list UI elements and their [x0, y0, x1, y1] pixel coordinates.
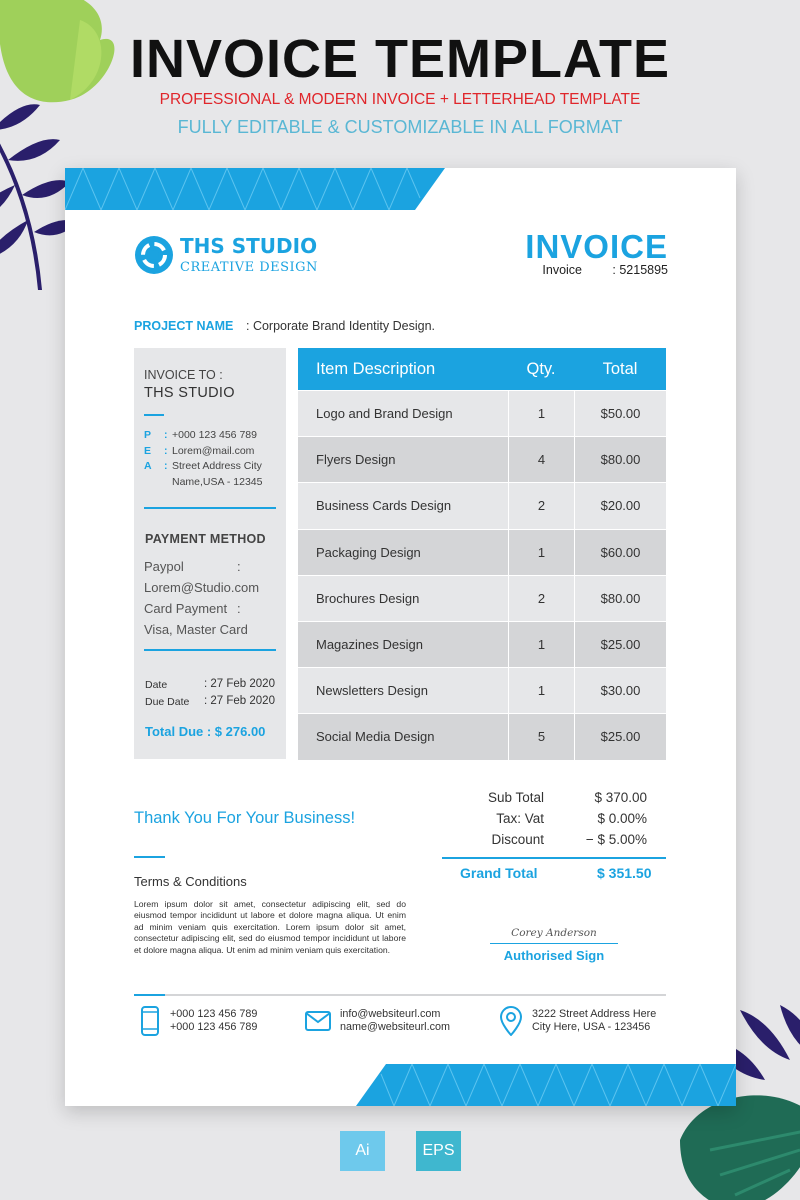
item-total: $50.00: [574, 391, 666, 436]
footer-phone-2: +000 123 456 789: [170, 1020, 258, 1033]
divider: [144, 649, 276, 651]
totals-divider: [442, 857, 666, 859]
table-row: [298, 667, 666, 713]
footer-emails: [340, 1008, 450, 1033]
payment-method-heading: PAYMENT METHOD: [145, 532, 266, 546]
header-item-description: Item Description: [316, 359, 436, 378]
item-description: Magazines Design: [316, 637, 423, 653]
authorised-sign-label: Authorised Sign: [503, 948, 605, 963]
colon: :: [164, 444, 168, 457]
company-tagline: CREATIVE DESIGN: [180, 260, 318, 275]
project-name-label: PROJECT NAME: [134, 319, 234, 333]
header-total: Total: [602, 359, 638, 378]
invoice-page: [65, 168, 736, 1106]
item-description: Brochures Design: [316, 590, 420, 606]
colon: :: [237, 601, 241, 616]
footer-email-1: info@websiteurl.com: [340, 1008, 441, 1020]
table-header: [298, 348, 666, 390]
invoice-number-value: : 5215895: [612, 263, 668, 277]
location-pin-icon: [500, 1006, 522, 1036]
paypal-label: Paypol: [144, 559, 184, 574]
item-total: $25.00: [574, 622, 666, 667]
client-email: Lorem@mail.com: [172, 444, 255, 457]
table-row: [298, 390, 666, 436]
due-date-value: : 27 Feb 2020: [204, 695, 275, 707]
colon: :: [237, 559, 241, 574]
address-key: A: [144, 460, 152, 472]
item-description: Flyers Design: [316, 452, 396, 468]
item-qty: 2: [508, 483, 574, 528]
footer-divider: [134, 994, 666, 996]
discount-label: Discount: [491, 832, 544, 847]
eps-format-badge: EPS: [416, 1131, 461, 1171]
divider: [144, 507, 276, 509]
project-name-row: [134, 319, 435, 333]
due-date-label: Due Date: [145, 696, 190, 708]
colon: :: [164, 429, 168, 441]
banner-tagline: FULLY EDITABLE & CUSTOMIZABLE IN ALL FORMAT: [177, 117, 623, 137]
grand-total-value: $ 351.50: [597, 865, 652, 881]
phone-key: P: [144, 429, 152, 441]
item-qty: 2: [508, 576, 574, 621]
accent-bar: [134, 856, 165, 858]
date-label: Date: [145, 679, 168, 691]
invoice-number-label: Invoice: [542, 263, 582, 277]
client-address-line1: Street Address City: [172, 460, 262, 472]
thank-you-message: Thank You For Your Business!: [134, 809, 356, 827]
items-table: [298, 348, 666, 760]
item-total: $25.00: [574, 714, 666, 759]
item-total: $80.00: [574, 576, 666, 621]
item-qty: 1: [508, 391, 574, 436]
grand-total-label: Grand Total: [460, 865, 538, 881]
invoice-to-label: INVOICE TO :: [144, 368, 223, 382]
footer-phones: [170, 1008, 257, 1033]
item-total: $30.00: [574, 668, 666, 713]
table-row: [298, 621, 666, 667]
item-description: Business Cards Design: [316, 498, 452, 514]
date-value: : 27 Feb 2020: [204, 678, 275, 690]
signature-line: [490, 943, 618, 944]
client-contact: [144, 428, 262, 490]
terms-heading: Terms & Conditions: [134, 874, 247, 889]
item-total: $60.00: [574, 530, 666, 575]
table-row: [298, 436, 666, 482]
item-qty: 5: [508, 714, 574, 759]
bottom-pattern-band: [356, 1064, 736, 1106]
discount-value: − $ 5.00%: [585, 832, 647, 847]
subtotal-label: Sub Total: [487, 790, 544, 805]
total-due: Total Due : $ 276.00: [145, 724, 266, 739]
item-description: Social Media Design: [316, 729, 435, 745]
colon: :: [164, 460, 168, 472]
invoice-number: [542, 263, 668, 277]
banner-title: INVOICE TEMPLATE: [129, 29, 671, 89]
item-qty: 1: [508, 530, 574, 575]
accent-bar: [144, 414, 164, 416]
table-row: [298, 575, 666, 621]
item-description: Logo and Brand Design: [316, 406, 453, 422]
footer-address-2: City Here, USA - 123456: [532, 1020, 651, 1033]
banner-subtitle: PROFESSIONAL & MODERN INVOICE + LETTERHEAD TEMPLATE: [159, 91, 641, 108]
company-name: THS STUDIO: [180, 234, 318, 258]
invoice-heading: INVOICE: [525, 228, 668, 265]
ai-format-badge: Ai: [340, 1131, 385, 1171]
item-total: $20.00: [574, 483, 666, 528]
tax-label: Tax: Vat: [496, 811, 544, 826]
project-name-value: : Corporate Brand Identity Design.: [246, 319, 435, 333]
accent-bar: [134, 994, 165, 996]
card-label: Card Payment: [144, 601, 228, 616]
item-qty: 1: [508, 668, 574, 713]
item-qty: 4: [508, 437, 574, 482]
paypal-value: Lorem@Studio.com: [144, 580, 260, 595]
client-name: THS STUDIO: [144, 385, 235, 401]
top-pattern-band: [65, 168, 445, 210]
signature: Corey Anderson: [511, 927, 597, 939]
table-row: [298, 482, 666, 528]
subtotal-value: $ 370.00: [594, 790, 647, 805]
footer-address-1: 3222 Street Address Here: [532, 1008, 657, 1020]
header-qty: Qty.: [526, 359, 556, 378]
client-phone: +000 123 456 789: [172, 429, 257, 441]
item-qty: 1: [508, 622, 574, 667]
table-row: [298, 713, 666, 759]
tax-value: $ 0.00%: [597, 811, 647, 826]
client-info-panel: [134, 348, 286, 759]
table-row: [298, 529, 666, 575]
item-description: Newsletters Design: [316, 683, 428, 699]
terms-text: Lorem ipsum dolor sit amet, consectetur adipiscing elit, sed do eiusmod tempor incididunt ut labore et dolore magna aliqua. Ut enim ad minim veniam quis exercitation. Lorem ipsum dolor sit amet, consectetur adipiscing elit, sed do eiusmod tempor incididunt ut labore et dolore magna aliqua. Ut enim ad minim veniam quis exercitation.: [134, 899, 406, 955]
client-address-line2: Name,USA - 12345: [172, 475, 263, 488]
mail-icon: [305, 1011, 331, 1031]
card-value: Visa, Master Card: [144, 622, 248, 637]
lifebuoy-icon: [134, 235, 174, 275]
email-key: E: [144, 444, 152, 457]
footer-address: [532, 1008, 656, 1033]
footer-email-2: name@websiteurl.com: [340, 1020, 450, 1033]
item-total: $80.00: [574, 437, 666, 482]
item-description: Packaging Design: [316, 544, 421, 560]
phone-icon: [140, 1006, 160, 1036]
footer-phone-1: +000 123 456 789: [170, 1008, 258, 1020]
